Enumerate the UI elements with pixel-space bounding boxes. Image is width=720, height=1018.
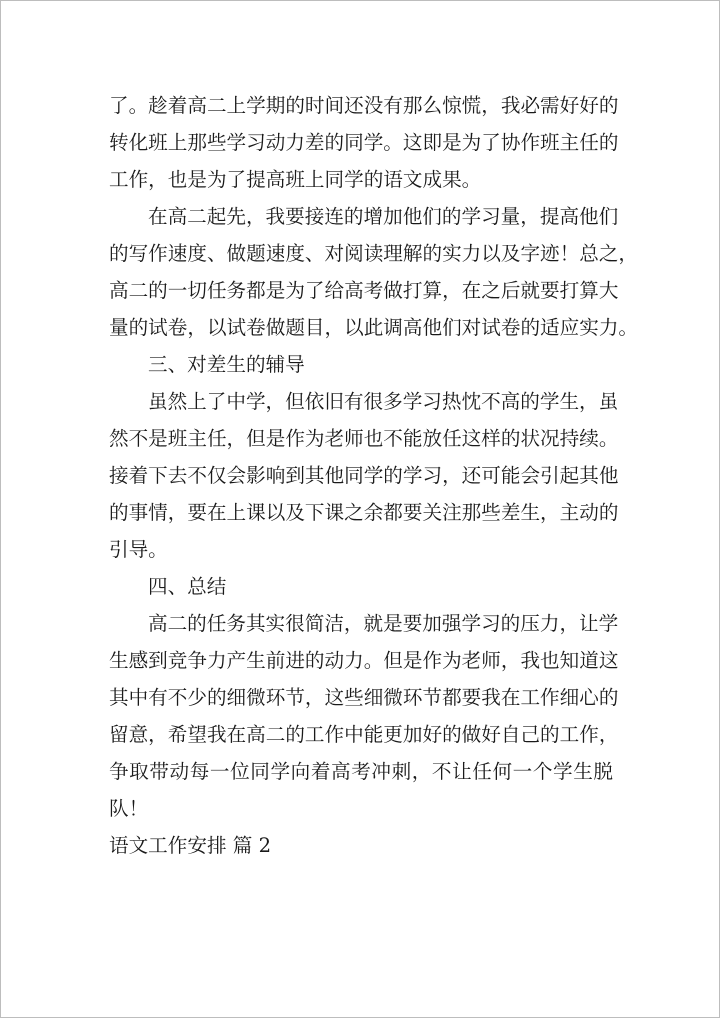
section-title: 语文工作安排 篇 2 [109,834,272,857]
text-line: 高二的任务其实很简洁，就是要加强学习的压力，让学 [148,612,619,635]
text-line: 量的试卷，以试卷做题目，以此调高他们对试卷的适应实力。 [109,316,639,339]
text-line: 然不是班主任，但是作为老师也不能放任这样的状况持续。 [109,427,619,450]
text-line: 接着下去不仅会影响到其他同学的学习，还可能会引起其他 [109,464,619,487]
text-line: 的事情，要在上课以及下课之余都要关注那些差生，主动的 [109,501,619,524]
text-line: 队！ [109,797,149,820]
text-line: 高二的一切任务都是为了给高考做打算，在之后就要打算大 [109,279,619,302]
document-body [109,87,639,864]
text-line: 了。趁着高二上学期的时间还没有那么惊慌，我必需好好的 [109,94,619,117]
section-heading: 三、对差生的辅导 [148,353,305,376]
text-line: 其中有不少的细微环节，这些细微环节都要我在工作细心的 [109,686,619,709]
text-line: 工作，也是为了提高班上同学的语文成果。 [109,168,482,191]
text-line: 生感到竞争力产生前进的动力。但是作为老师，我也知道这 [109,649,619,672]
section-heading: 四、总结 [148,575,227,598]
text-line: 在高二起先，我要接连的增加他们的学习量，提高他们 [148,205,619,228]
text-line: 争取带动每一位同学向着高考冲刺，不让任何一个学生脱 [109,760,613,783]
text-line: 虽然上了中学，但依旧有很多学习热忱不高的学生，虽 [148,390,619,413]
text-line: 转化班上那些学习动力差的同学。这即是为了协作班主任的 [109,131,619,154]
text-line: 引导。 [109,538,168,561]
text-line: 的写作速度、做题速度、对阅读理解的实力以及字迹！总之， [109,242,639,265]
text-line: 留意，希望我在高二的工作中能更加好的做好自己的工作， [109,723,619,746]
